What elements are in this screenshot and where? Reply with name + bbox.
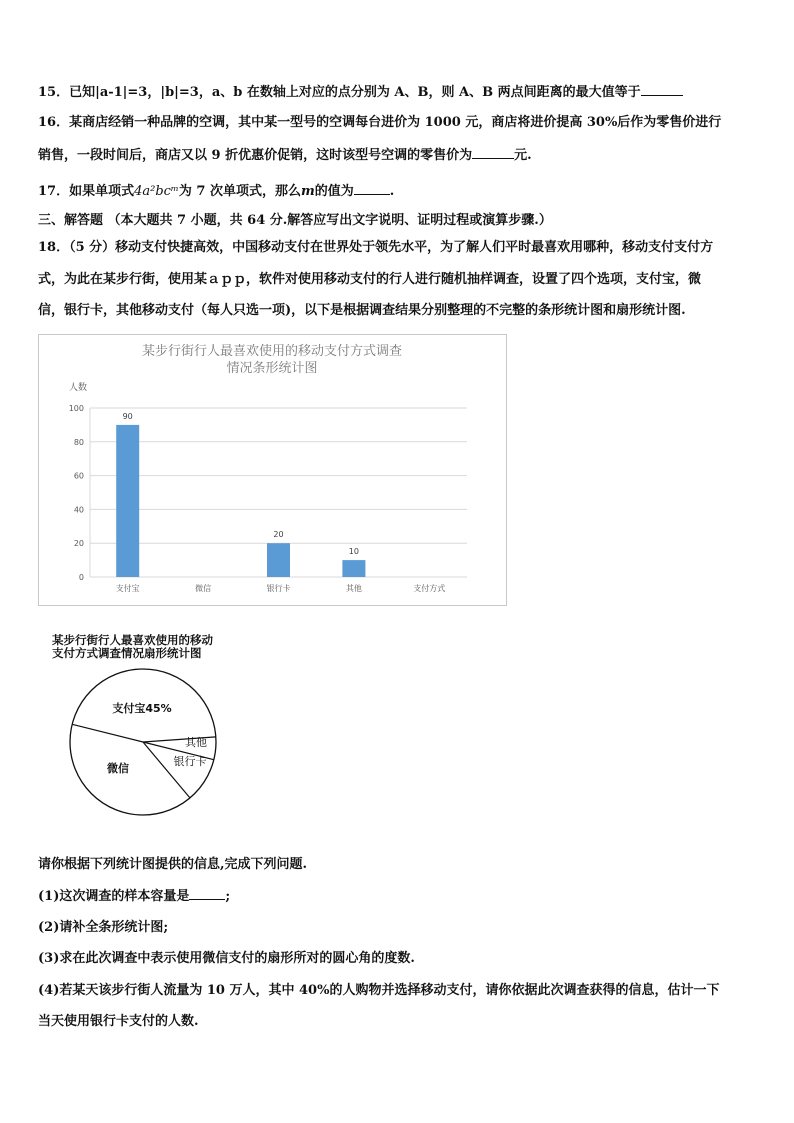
pie-label-bankcard: 银行卡 xyxy=(173,755,207,768)
y-tick-label: 20 xyxy=(73,539,84,549)
chart-subtitle: 情况条形统计图 xyxy=(226,361,318,376)
bar-chart xyxy=(39,335,506,605)
answer-blank[interactable] xyxy=(472,146,514,159)
x-tick-label: 其他 xyxy=(345,584,362,593)
bar xyxy=(267,543,290,577)
bar xyxy=(116,425,139,577)
question-18-line1: 18．（5 分）移动支付快捷高效，中国移动支付在世界处于领先水平，为了解人们平时最喜欢用哪种，移动支付支付方 xyxy=(38,240,714,255)
question-16-line1: 16．某商店经销一种品牌的空调，其中某一型号的空调每台进价为 1000 元，商店将进价提高 30%后作为零售价进行 xyxy=(38,115,722,130)
x-axis-label: 支付方式 xyxy=(413,584,446,593)
pie-title-line1: 某步行街行人最喜欢使用的移动 xyxy=(52,633,213,647)
bar-chart-frame xyxy=(38,334,507,606)
subquestion-2: (2)请补全条形统计图; xyxy=(38,920,169,935)
x-tick-label: 银行卡 xyxy=(266,584,291,593)
question-18-line2: 式，为此在某步行街，使用某ａｐｐ，软件对使用移动支付的行人进行随机抽样调查，设置了四个选项，支付宝，微 xyxy=(38,272,702,287)
prompt-text: 请你根据下列统计图提供的信息,完成下列问题. xyxy=(38,857,308,872)
subquestion-1: (1)这次调查的样本容量是 ; xyxy=(38,889,231,904)
bar-data-label: 20 xyxy=(273,530,284,540)
bar-data-label: 10 xyxy=(348,547,359,557)
pie-title-line2: 支付方式调查情况扇形统计图 xyxy=(52,646,202,660)
question-15: 15．已知|a-1|=3，|b|=3，a、b 在数轴上对应的点分别为 A、B，则 A、B 两点间距离的最大值等于 xyxy=(38,83,683,101)
pie-chart xyxy=(60,664,230,824)
question-17: 17．如果单项式4a²bcᵐ为 7 次单项式，那么m的值为 . xyxy=(38,184,395,199)
answer-blank[interactable] xyxy=(641,83,683,96)
bar xyxy=(342,560,365,577)
question-16-line2: 销售，一段时间后，商店又以 9 折优惠价促销，这时该型号空调的零售价为 元. xyxy=(38,148,532,163)
y-axis-label: 人数 xyxy=(69,383,88,393)
monomial-expression: 4a²bcᵐ xyxy=(134,184,179,199)
chart-title: 某步行街行人最喜欢使用的移动支付方式调查 xyxy=(141,344,403,359)
y-tick-label: 100 xyxy=(68,404,84,413)
subquestion-4-line2: 当天使用银行卡支付的人数. xyxy=(38,1014,199,1029)
bar-data-label: 90 xyxy=(122,411,133,421)
answer-blank[interactable] xyxy=(354,182,390,195)
pie-label-other: 其他 xyxy=(185,736,207,749)
pie-label-alipay: 支付宝45% xyxy=(112,702,172,715)
x-tick-label: 支付宝 xyxy=(115,584,140,593)
section-3-heading: 三、解答题 （本大题共 7 小题，共 64 分.解答应写出文字说明、证明过程或演算步骤.） xyxy=(38,213,552,228)
y-tick-label: 0 xyxy=(78,573,84,582)
question-18-line3: 信，银行卡，其他移动支付（每人只选一项)，以下是根据调查结果分别整理的不完整的条形统计图和扇形统计图. xyxy=(38,303,686,318)
variable-m: m xyxy=(301,184,315,199)
pie-label-wechat: 微信 xyxy=(107,762,129,775)
x-tick-label: 微信 xyxy=(195,584,212,593)
subquestion-4-line1: (4)若某天该步行街人流量为 10 万人，其中 40%的人购物并选择移动支付，请你依据此次调查获得的信息，估计一下 xyxy=(38,983,720,998)
y-tick-label: 60 xyxy=(73,471,84,481)
y-tick-label: 40 xyxy=(73,505,84,515)
y-tick-label: 80 xyxy=(73,437,84,447)
subquestion-3: (3)求在此次调查中表示使用微信支付的扇形所对的圆心角的度数. xyxy=(38,951,415,966)
answer-blank[interactable] xyxy=(189,887,225,900)
